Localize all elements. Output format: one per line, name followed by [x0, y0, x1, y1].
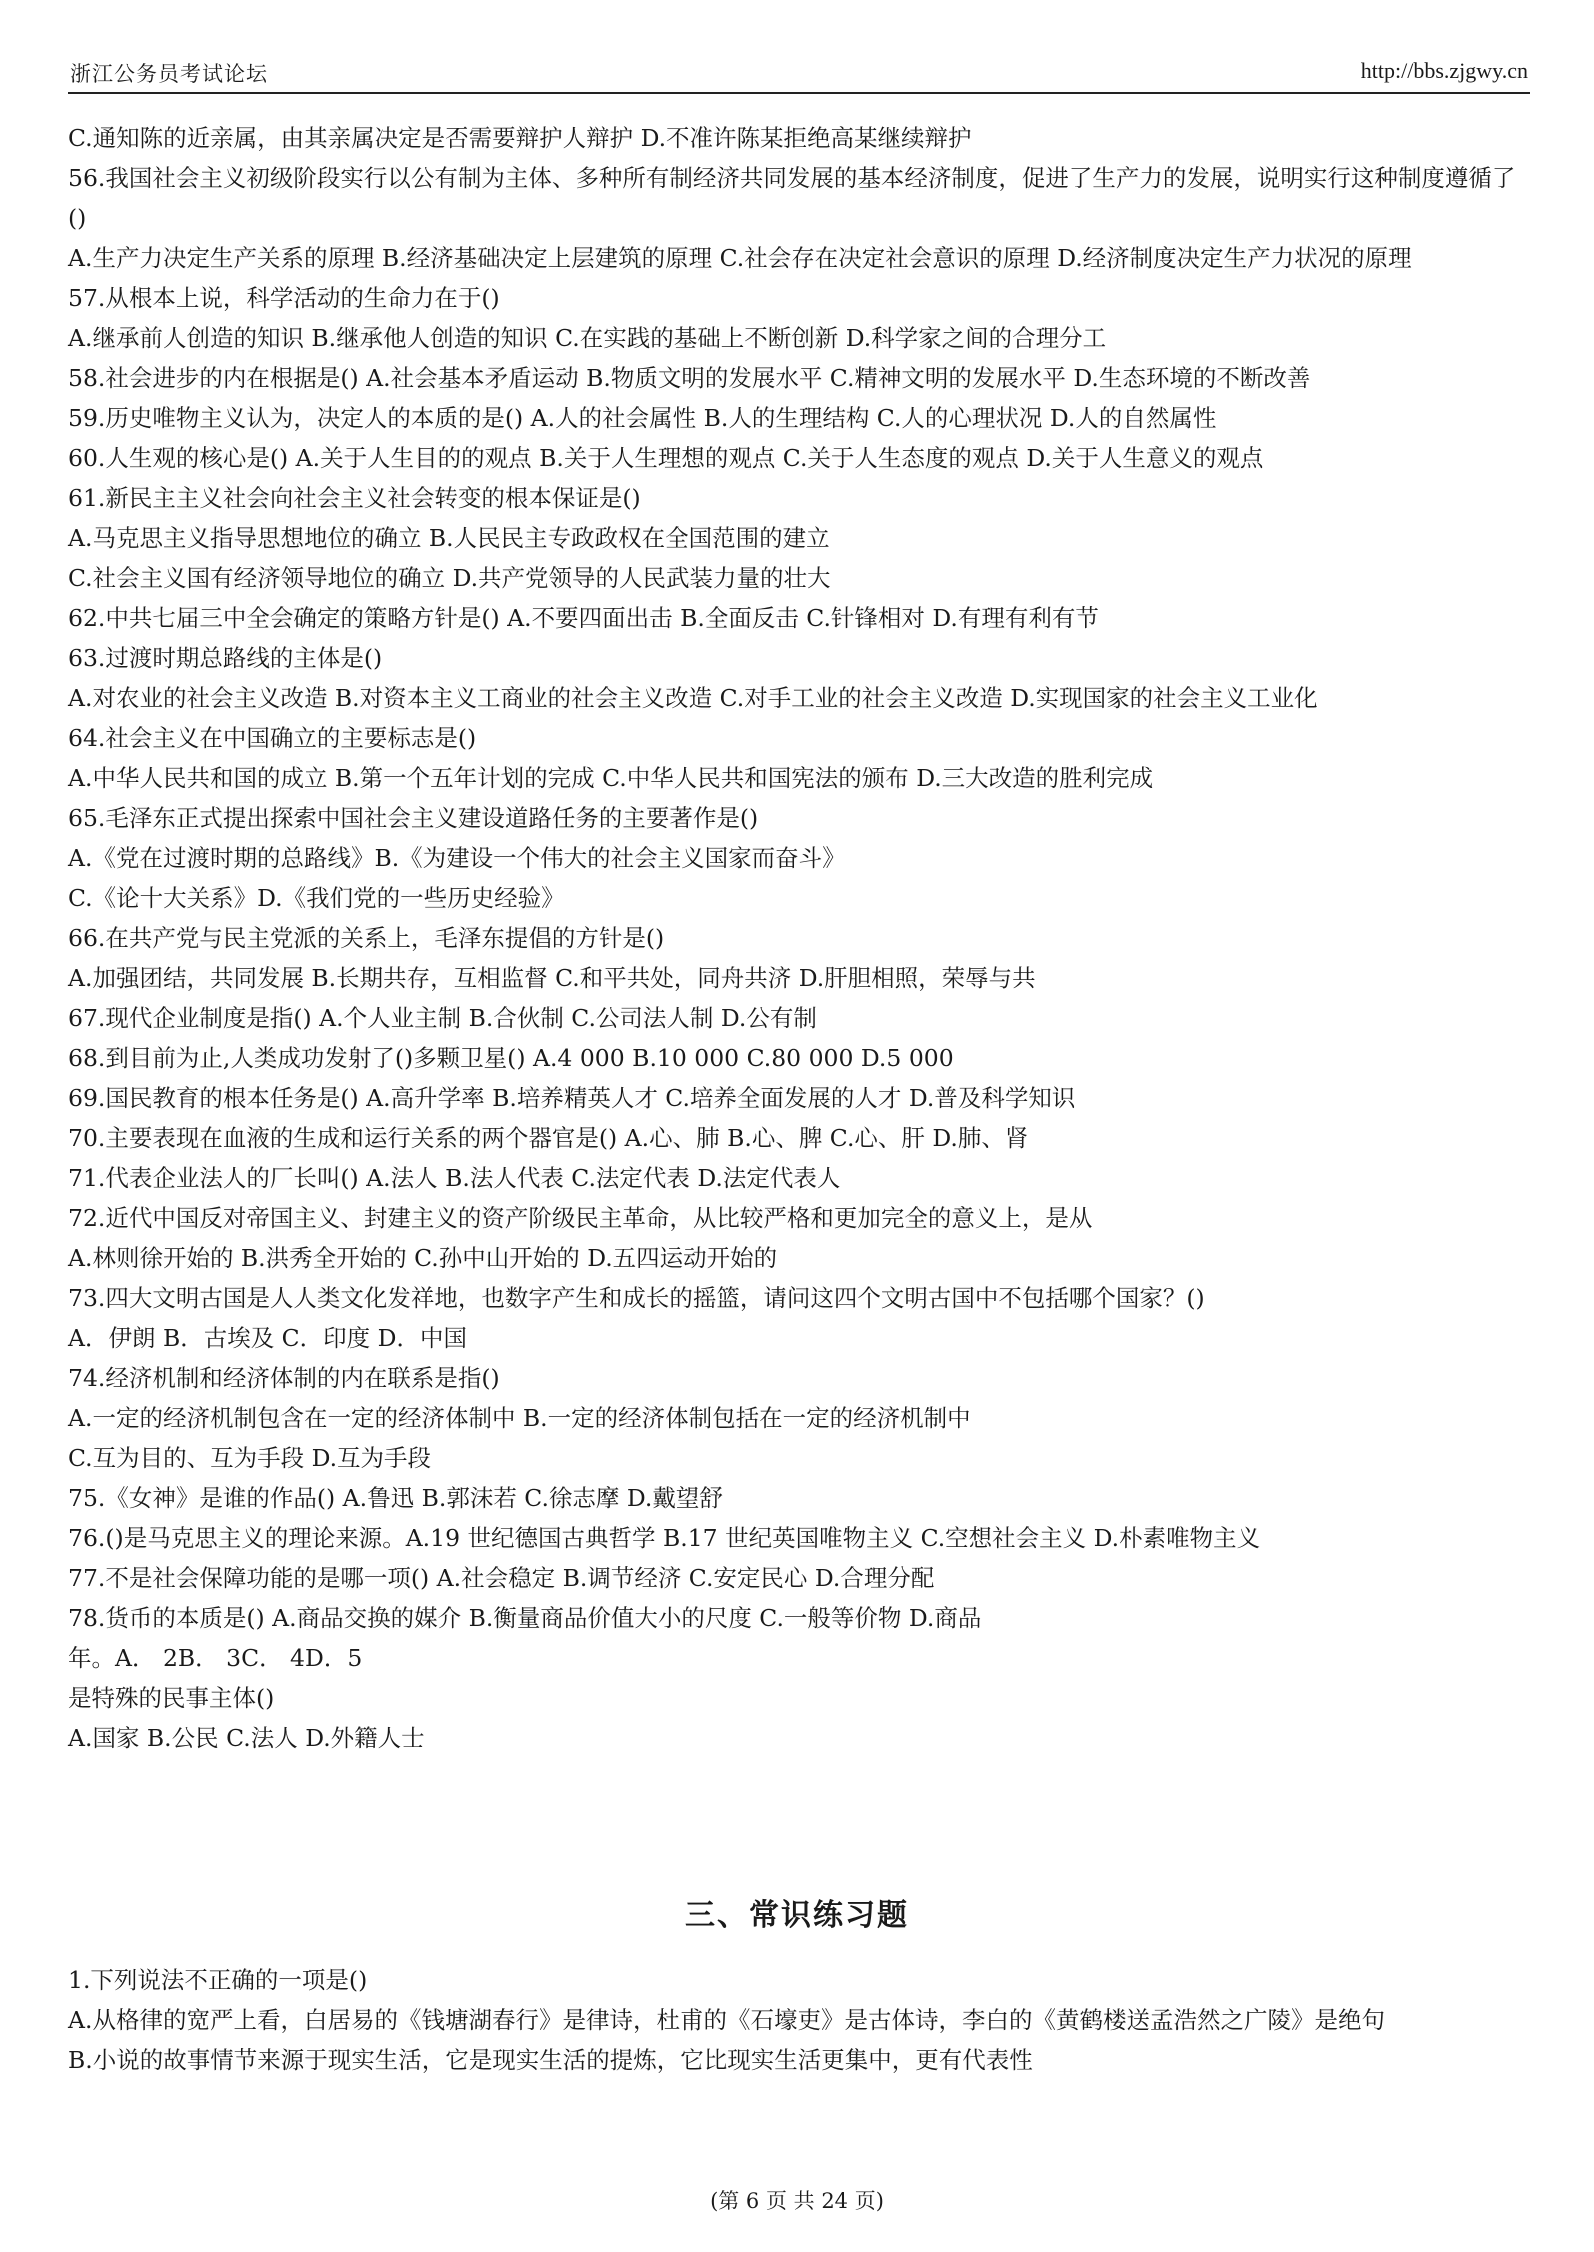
text-line: 57.从根本上说，科学活动的生命力在于() — [68, 284, 500, 312]
text-line: 是特殊的民事主体() — [68, 1684, 275, 1712]
text-line: 72.近代中国反对帝国主义、封建主义的资产阶级民主革命，从比较严格和更加完全的意义上，是从 — [68, 1204, 1093, 1232]
text-line: A.生产力决定生产关系的原理 B.经济基础决定上层建筑的原理 C.社会存在决定社会意识的原理 D.经济制度决定生产力状况的原理 — [68, 244, 1412, 272]
text-line: C.《论十大关系》D.《我们党的一些历史经验》 — [68, 884, 565, 912]
text-line: 66.在共产党与民主党派的关系上，毛泽东提倡的方针是() — [68, 924, 665, 952]
header-url[interactable]: http://bbs.zjgwy.cn — [1360, 58, 1528, 83]
text-line: 65.毛泽东正式提出探索中国社会主义建设道路任务的主要著作是() — [68, 804, 759, 832]
text-line: 56.我国社会主义初级阶段实行以公有制为主体、多种所有制经济共同发展的基本经济制度，促进了生产力的发展，说明实行这种制度遵循了() — [68, 164, 1516, 232]
text-line: 74.经济机制和经济体制的内在联系是指() — [68, 1364, 500, 1392]
text-line: 75.《女神》是谁的作品() A.鲁迅 B.郭沫若 C.徐志摩 D.戴望舒 — [68, 1484, 723, 1512]
text-line: A.国家 B.公民 C.法人 D.外籍人士 — [68, 1724, 425, 1752]
text-line: 68.到目前为止,人类成功发射了()多颗卫星() A.4 000 B.10 000 C.80 000 D.5 000 — [68, 1044, 954, 1072]
text-line: 77.不是社会保障功能的是哪一项() A.社会稳定 B.调节经济 C.安定民心 D.合理分配 — [68, 1564, 935, 1592]
page-footer: (第 6 页 共 24 页) — [710, 2189, 884, 2213]
text-line: A．伊朗 B．古埃及 C．印度 D．中国 — [68, 1324, 467, 1352]
text-line: 71.代表企业法人的厂长叫() A.法人 B.法人代表 C.法定代表 D.法定代表人 — [68, 1164, 841, 1192]
text-line: 60.人生观的核心是() A.关于人生目的的观点 B.关于人生理想的观点 C.关于人生态度的观点 D.关于人生意义的观点 — [68, 444, 1264, 472]
text-line: 58.社会进步的内在根据是() A.社会基本矛盾运动 B.物质文明的发展水平 C.精神文明的发展水平 D.生态环境的不断改善 — [68, 364, 1311, 392]
text-line: A.加强团结，共同发展 B.长期共存，互相监督 C.和平共处，同舟共济 D.肝胆相照，荣辱与共 — [68, 964, 1036, 992]
text-line: C.社会主义国有经济领导地位的确立 D.共产党领导的人民武装力量的壮大 — [68, 564, 831, 592]
text-line: A.从格律的宽严上看，白居易的《钱塘湖春行》是律诗，杜甫的《石壕吏》是古体诗，李白的《黄鹤楼送孟浩然之广陵》是绝句 — [68, 2006, 1385, 2034]
text-line: 70.主要表现在血液的生成和运行关系的两个器官是() A.心、肺 B.心、脾 C.心、肝 D.肺、肾 — [68, 1124, 1029, 1152]
page-header — [68, 52, 1530, 94]
text-line: 78.货币的本质是() A.商品交换的媒介 B.衡量商品价值大小的尺度 C.一般等价物 D.商品 — [68, 1604, 982, 1632]
text-line: 73.四大文明古国是人人类文化发祥地，也数字产生和成长的摇篮，请问这四个文明古国中不包括哪个国家？() — [68, 1284, 1205, 1312]
text-line: 63.过渡时期总路线的主体是() — [68, 644, 383, 672]
text-line: B.小说的故事情节来源于现实生活，它是现实生活的提炼，它比现实生活更集中，更有代表性 — [68, 2046, 1033, 2074]
text-line: 64.社会主义在中国确立的主要标志是() — [68, 724, 477, 752]
text-line: 76.()是马克思主义的理论来源。A.19 世纪德国古典哲学 B.17 世纪英国唯物主义 C.空想社会主义 D.朴素唯物主义 — [68, 1524, 1261, 1552]
text-line: C.通知陈的近亲属，由其亲属决定是否需要辩护人辩护 D.不准许陈某拒绝高某继续辩护 — [68, 124, 972, 152]
text-line: 61.新民主主义社会向社会主义社会转变的根本保证是() — [68, 484, 641, 512]
text-line: A.一定的经济机制包含在一定的经济体制中 B.一定的经济体制包括在一定的经济机制中 — [68, 1404, 971, 1432]
text-line: A.中华人民共和国的成立 B.第一个五年计划的完成 C.中华人民共和国宪法的颁布 D.三大改造的胜利完成 — [68, 764, 1154, 792]
text-line: 67.现代企业制度是指() A.个人业主制 B.合伙制 C.公司法人制 D.公有制 — [68, 1004, 817, 1032]
text-line: 年。A． 2B． 3C． 4D．5 — [68, 1644, 363, 1672]
text-line: 69.国民教育的根本任务是() A.高升学率 B.培养精英人才 C.培养全面发展的人才 D.普及科学知识 — [68, 1084, 1076, 1112]
text-line: 59.历史唯物主义认为，决定人的本质的是() A.人的社会属性 B.人的生理结构 C.人的心理状况 D.人的自然属性 — [68, 404, 1217, 432]
text-line: C.互为目的、互为手段 D.互为手段 — [68, 1444, 432, 1472]
text-line: A.对农业的社会主义改造 B.对资本主义工商业的社会主义改造 C.对手工业的社会主义改造 D.实现国家的社会主义工业化 — [68, 684, 1318, 712]
text-line: A.马克思主义指导思想地位的确立 B.人民民主专政政权在全国范围的建立 — [68, 524, 830, 552]
practice-question-list — [68, 1960, 1530, 2080]
text-line: 1.下列说法不正确的一项是() — [68, 1966, 368, 1994]
text-line: A.林则徐开始的 B.洪秀全开始的 C.孙中山开始的 D.五四运动开始的 — [68, 1244, 778, 1272]
section-title: 三、常识练习题 — [685, 1898, 909, 1933]
header-site-name: 浙江公务员考试论坛 — [70, 62, 268, 86]
question-list — [68, 118, 1530, 1758]
text-line: A.《党在过渡时期的总路线》B.《为建设一个伟大的社会主义国家而奋斗》 — [68, 844, 846, 872]
text-line: A.继承前人创造的知识 B.继承他人创造的知识 C.在实践的基础上不断创新 D.科学家之间的合理分工 — [68, 324, 1107, 352]
text-line: 62.中共七届三中全会确定的策略方针是() A.不要四面出击 B.全面反击 C.针锋相对 D.有理有利有节 — [68, 604, 1099, 632]
